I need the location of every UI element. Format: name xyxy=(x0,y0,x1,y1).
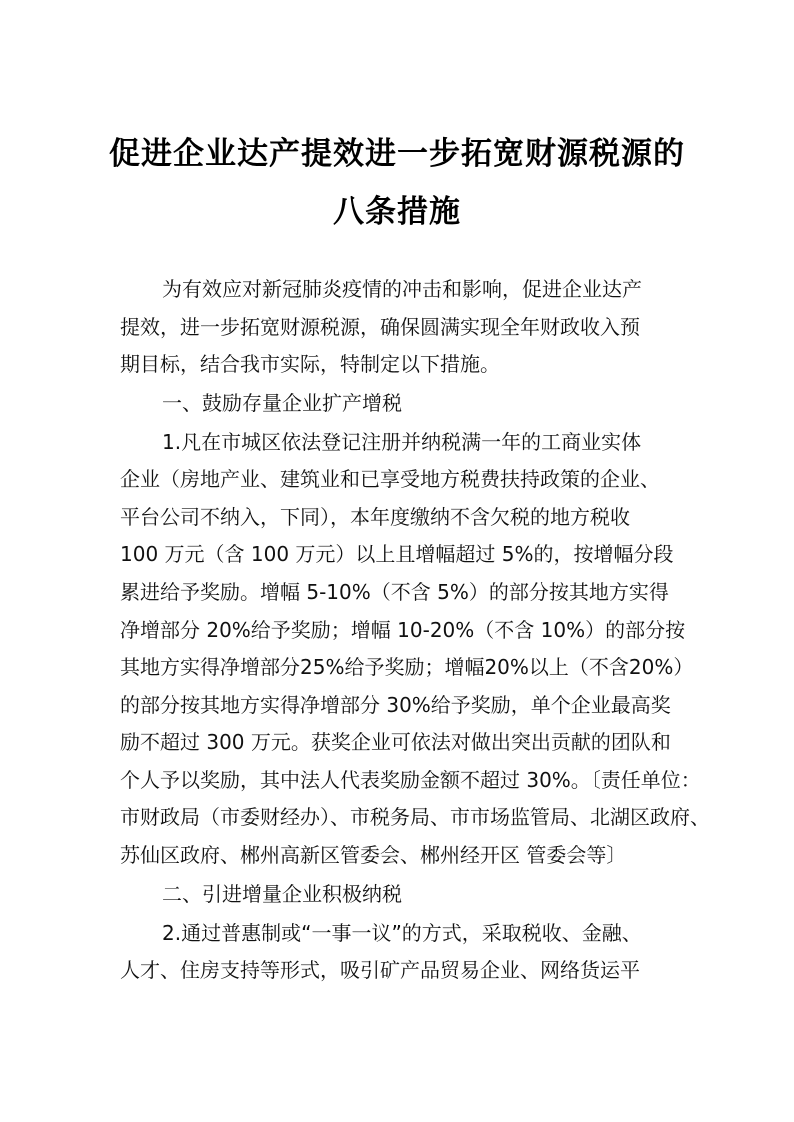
paragraph-line: 其地方实得净增部分25%给予奖励；增幅20%以上（不含20%） xyxy=(120,655,694,679)
paragraph-line: 人才、住房支持等形式，吸引矿产品贸易企业、网络货运平 xyxy=(120,958,640,982)
document-title-line-2: 八条措施 xyxy=(333,194,461,230)
paragraph-line: 个人予以奖励，其中法人代表奖励金额不超过 30%。〔责任单位： xyxy=(120,768,701,792)
paragraph-line: 平台公司不纳入，下同），本年度缴纳不含欠税的地方税收 xyxy=(120,505,630,529)
document-title-line-1: 促进企业达产提效进一步拓宽财源税源的 xyxy=(109,136,685,172)
paragraph-line: 100 万元（含 100 万元）以上且增幅超过 5%的，按增幅分段 xyxy=(120,542,674,566)
paragraph-line: 2.通过普惠制或“一事一议”的方式，采取税收、金融、 xyxy=(162,921,642,945)
paragraph-line: 累进给予奖励。增幅 5-10%（不含 5%）的部分按其地方实得 xyxy=(120,580,669,604)
section-heading-2: 二、引进增量企业积极纳税 xyxy=(162,882,402,906)
paragraph-line: 苏仙区政府、郴州高新区管委会、郴州经开区 管委会等〕 xyxy=(120,843,627,867)
section-heading-1: 一、鼓励存量企业扩产增税 xyxy=(162,391,402,415)
paragraph-line: 励不超过 300 万元。获奖企业可依法对做出突出贡献的团队和 xyxy=(120,730,671,754)
paragraph-line: 1.凡在市城区依法登记注册并纳税满一年的工商业实体 xyxy=(162,430,642,454)
intro-line: 期目标，结合我市实际，特制定以下措施。 xyxy=(120,352,500,376)
intro-line: 提效，进一步拓宽财源税源，确保圆满实现全年财政收入预 xyxy=(120,315,640,339)
paragraph-line: 市财政局（市委财经办）、市税务局、市市场监管局、北湖区政府、 xyxy=(120,805,710,829)
paragraph-line: 企业（房地产业、建筑业和已享受地方税费扶持政策的企业、 xyxy=(120,467,660,491)
intro-line: 为有效应对新冠肺炎疫情的冲击和影响，促进企业达产 xyxy=(162,277,642,301)
paragraph-line: 净增部分 20%给予奖励；增幅 10-20%（不含 10%）的部分按 xyxy=(120,618,686,642)
paragraph-line: 的部分按其地方实得净增部分 30%给予奖励，单个企业最高奖 xyxy=(120,693,671,717)
